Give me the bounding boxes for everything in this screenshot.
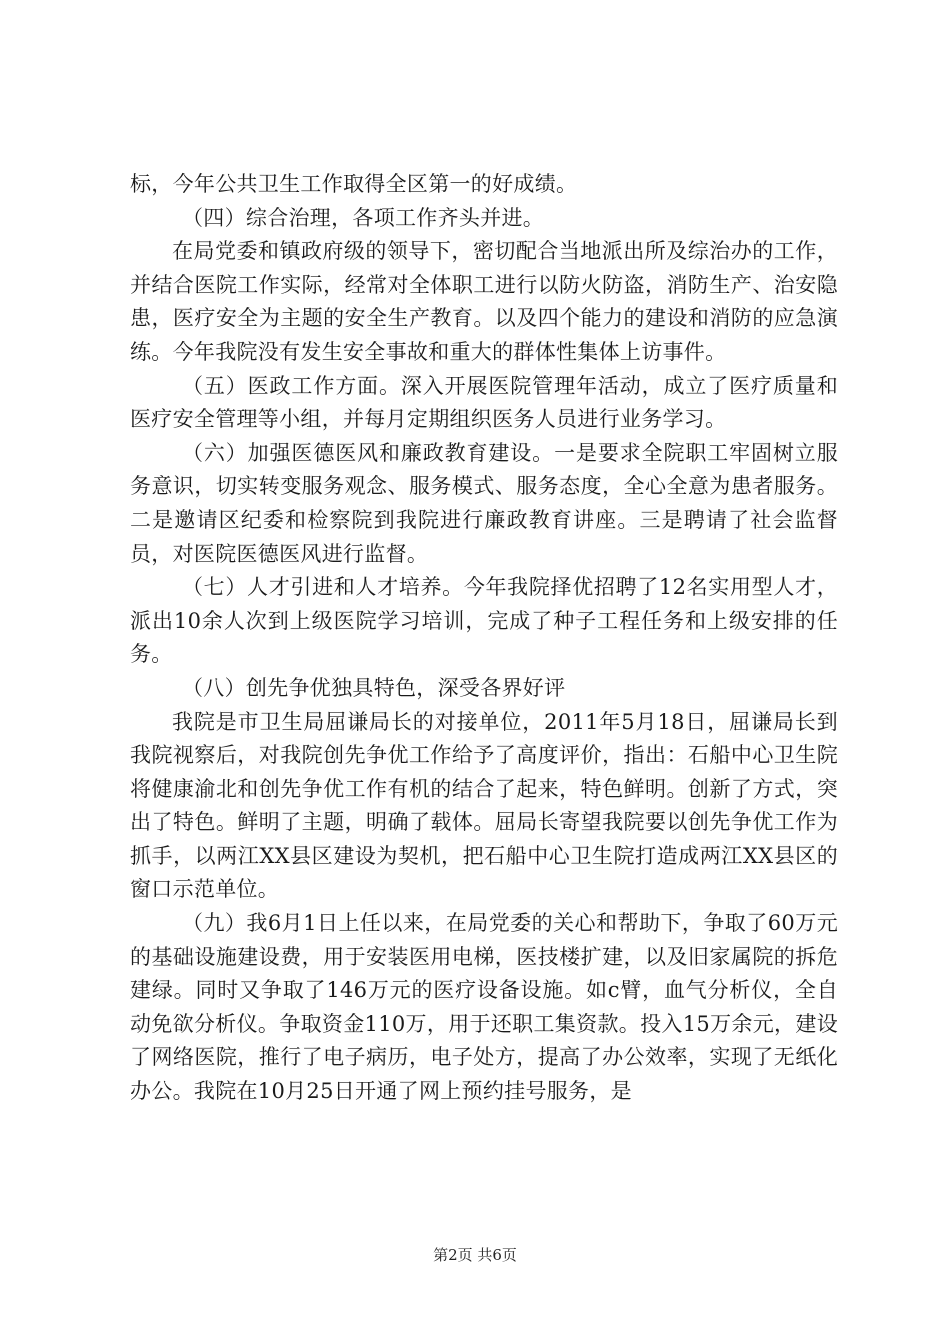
paragraph-achievements: （九）我6月1日上任以来，在局党委的关心和帮助下，争取了60万元的基础设施建设费，用于安装医用电梯，医技楼扩建，以及旧家属院的拆危建绿。同时又争取了146万元的医疗设备设施。如c臂，血气分析仪，全自动免欲分析仪。争取资金110万，用于还职工集资款。投入15万余元，建设了网络医院，推行了电子病历，电子处方，提高了办公效率，实现了无纸化办公。我院在10月25日开通了网上预约挂号服务，是 xyxy=(130,911,838,1104)
document-body xyxy=(130,168,838,1109)
paragraph-medical-administration: （五）医政工作方面。深入开展医院管理年活动，成立了医疗质量和医疗安全管理等小组，并每月定期组织医务人员进行业务学习。 xyxy=(130,373,838,432)
page-number-footer: 第2页 共6页 xyxy=(433,1246,517,1264)
section-heading-four: （四）综合治理，各项工作齐头并进。 xyxy=(182,205,545,230)
paragraph-medical-ethics: （六）加强医德医风和廉政教育建设。一是要求全院职工牢固树立服务意识，切实转变服务观念、服务模式、服务态度，全心全意为患者服务。二是邀请区纪委和检察院到我院进行廉政教育讲座。三是聘请了社会监督员，对医院医德医风进行监督。 xyxy=(130,440,838,566)
paragraph-continuation: 标，今年公共卫生工作取得全区第一的好成绩。 xyxy=(130,172,578,196)
paragraph-excellence: 我院是市卫生局屈谦局长的对接单位，2011年5月18日，屈谦局长到我院视察后，对我院创先争优工作给予了高度评价，指出：石船中心卫生院将健康渝北和创先争优工作有机的结合了起来，特色鲜明。创新了方式，突出了特色。鲜明了主题，明确了载体。屈局长寄望我院要以创先争优工作为抓手，以两江XX县区建设为契机，把石船中心卫生院打造成两江XX县区的窗口示范单位。 xyxy=(130,709,838,902)
paragraph-talent: （七）人才引进和人才培养。今年我院择优招聘了12名实用型人才，派出10余人次到上级医院学习培训，完成了种子工程任务和上级安排的任务。 xyxy=(130,575,838,667)
paragraph-comprehensive-governance: 在局党委和镇政府级的领导下，密切配合当地派出所及综治办的工作，并结合医院工作实际，经常对全体职工进行以防火防盗，消防生产、治安隐患，医疗安全为主题的安全生产教育。以及四个能力的建设和消防的应急演练。今年我院没有发生安全事故和重大的群体性集体上访事件。 xyxy=(130,239,838,364)
section-heading-eight: （八）创先争优独具特色，深受各界好评 xyxy=(182,675,566,700)
